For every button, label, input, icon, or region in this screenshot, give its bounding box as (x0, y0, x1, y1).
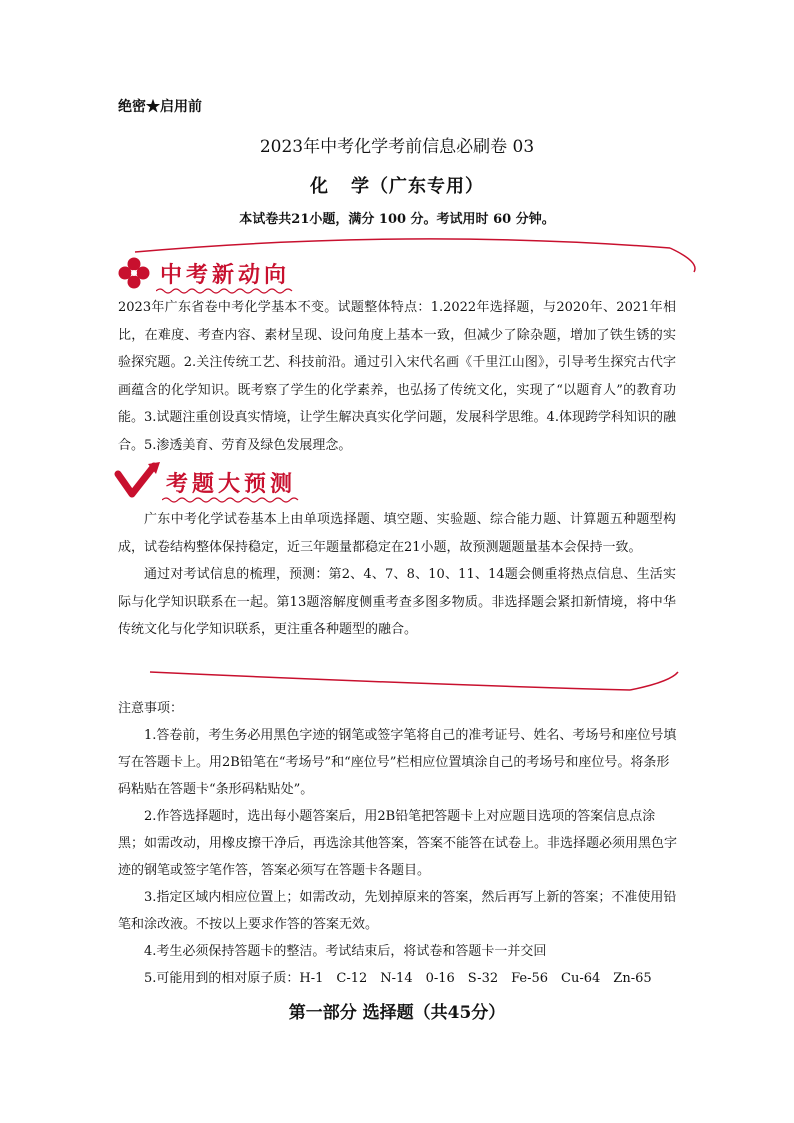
subject-title (0, 172, 794, 198)
trend-paragraph (118, 294, 676, 459)
confidential-label: 绝密★启用前 (118, 99, 202, 115)
forecast-paragraph: 广东中考化学试卷基本上由单项选择题、填空题、实验题、综合能力题、计算题五种题型构成，试卷结构整体保持稳定，近三年题量都稳定在21小题，故预测题题量基本会保持一致。 (118, 512, 676, 555)
trend-heading (116, 255, 290, 291)
notes-heading: 注意事项： (118, 701, 184, 716)
forecast-title: 考题大预测 (166, 471, 297, 497)
trend-title: 中考新动向 (160, 262, 291, 288)
wave-underline (162, 496, 302, 504)
forecast-body (118, 506, 676, 644)
note-item: 3.指定区域内相应位置上；如需改动，先划掉原来的答案，然后再写上新的答案；不准使用铅笔和涂改液。不按以上要求作答的答案无效。 (118, 890, 677, 932)
forecast-paragraph: 通过对考试信息的梳理，预测：第2、4、7、8、10、11、14题会侧重将热点信息、生活实际与化学知识联系在一起。第13题溶解度侧重考查多图多物质。非选择题会紧扣新情境，将中华传统文化与化学知识联系，更注重各种题型的融合。 (118, 567, 676, 637)
notes-section (118, 695, 678, 992)
check-arrow-icon (114, 460, 162, 504)
subject-main: 化 (310, 176, 329, 197)
subject-rest: 学（广东专用） (351, 176, 484, 197)
trend-text: 2023年广东省卷中考化学基本不变。试题整体特点：1.2022年选择题，与2020年、2021年相比，在难度、考查内容、素材呈现、设问角度上基本一致，但减少了除杂题，增加了铁生锈的实验探究题。2.关注传统工艺、科技前沿。通过引入宋代名画《千里江山图》，引导考生探究古代字画蕴含的化学知识。既考察了学生的化学素养，也弘扬了传统文化，实现了“以题育人”的教育功能。3.试题注重创设真实情境，让学生解决真实化学问题，发展科学思维。4.体现跨学科知识的融合。5.渗透美育、劳育及绿色发展理念。 (118, 300, 676, 453)
exam-info: 本试卷共21小题，满分 100 分。考试用时 60 分钟。 (239, 212, 555, 227)
part-title: 第一部分 选择题（共45分） (288, 1003, 506, 1023)
note-item: 1.答卷前，考生务必用黑色字迹的钢笔或签字笔将自己的准考证号、姓名、考场号和座位号填写在答题卡上。用2B铅笔在“考场号”和“座位号”栏相应位置填涂自己的考场号和座位号。将条形码粘贴在答题卡“条形码粘贴处”。 (118, 728, 677, 797)
forecast-heading (114, 460, 296, 504)
note-item: 2.作答选择题时，选出每小题答案后，用2B铅笔把答题卡上对应题目选项的答案信息点涂黑；如需改动，用橡皮擦干净后，再选涂其他答案，答案不能答在试卷上。非选择题必须用黑色字迹的钢笔或签字笔作答，答案必须写在答题卡各题目。 (118, 809, 678, 878)
flower-icon (116, 255, 152, 291)
note-item: 5.可能用到的相对原子质：H-1 C-12 N-14 0-16 S-32 Fe-56 Cu-64 Zn-65 (144, 971, 652, 986)
note-item: 4.考生必须保持答题卡的整洁。考试结束后，将试卷和答题卡一并交回 (144, 944, 547, 959)
page-title: 2023年中考化学考前信息必刷卷 03 (259, 137, 535, 157)
